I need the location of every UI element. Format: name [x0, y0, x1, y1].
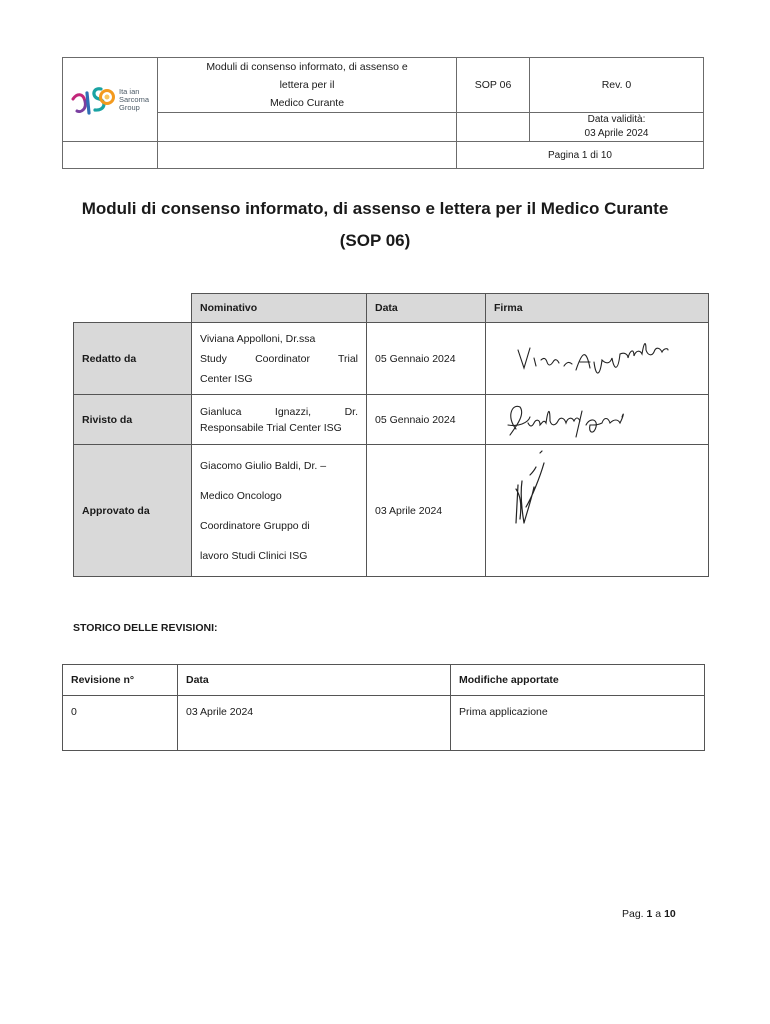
approval-person-line: Center ISG: [200, 372, 253, 385]
approval-role-label: Approvato da: [74, 445, 192, 577]
header-empty-cell: [158, 142, 457, 169]
approval-role-label: Redatto da: [74, 323, 192, 395]
approval-person-line: Gianluca Ignazzi, Dr.: [200, 405, 358, 418]
revision-changes: Prima applicazione: [451, 696, 705, 751]
handwritten-signature-icon: [486, 395, 696, 441]
header-page-number: Pagina 1 di 10: [457, 142, 704, 169]
document-header: [62, 57, 704, 169]
footer-total-pages: 10: [664, 908, 676, 920]
header-revision: Rev. 0: [530, 58, 704, 113]
approval-date: 05 Gennaio 2024: [367, 395, 486, 445]
approval-person: [192, 395, 367, 445]
approval-person-line: Viviana Appolloni, Dr.ssa: [200, 332, 316, 345]
revision-history-table: [62, 664, 705, 751]
approval-person: [192, 445, 367, 577]
revision-number: 0: [63, 696, 178, 751]
approval-person-line: Coordinatore Gruppo di: [200, 519, 310, 532]
isg-logo: [63, 83, 157, 117]
approval-header-date: Data: [367, 294, 486, 323]
header-empty-cell: [63, 142, 158, 169]
handwritten-signature-icon: [486, 332, 696, 382]
footer-separator: a: [655, 908, 662, 920]
header-title-line: Medico Curante: [269, 97, 345, 109]
logo-text: [119, 88, 149, 112]
logo-cell: [63, 58, 158, 142]
revision-header-row: [63, 665, 705, 696]
signature-cell: [486, 445, 709, 577]
revision-header-date: Data: [178, 665, 451, 696]
document-title: [40, 193, 710, 257]
logo-text-line: Group: [118, 102, 140, 112]
validity-date: 03 Aprile 2024: [584, 128, 649, 139]
page-footer: [622, 908, 676, 920]
signature-cell: [486, 323, 709, 395]
approval-person-line: Responsabile Trial Center ISG: [200, 421, 342, 434]
approval-corner-cell: [74, 294, 192, 323]
handwritten-signature-icon: [486, 445, 696, 545]
approval-person-line: Study Coordinator Trial: [200, 352, 358, 365]
approval-header-name: Nominativo: [192, 294, 367, 323]
approval-person: [192, 323, 367, 395]
approval-row: [74, 323, 709, 395]
approval-role-label: Rivisto da: [74, 395, 192, 445]
approval-date: 03 Aprile 2024: [367, 445, 486, 577]
logo-text-line: Ita ian: [118, 86, 140, 96]
header-title: [158, 58, 457, 113]
isg-logo-mark-icon: [71, 83, 115, 117]
document-title-code: (SOP 06): [339, 231, 411, 250]
approval-header-signature: Firma: [486, 294, 709, 323]
header-title-line: Moduli di consenso informato, di assenso e: [206, 61, 408, 73]
footer-prefix: Pag.: [622, 908, 644, 920]
validity-label: Data validità:: [587, 114, 646, 125]
footer-current-page: 1: [646, 908, 653, 920]
header-empty-cell: [457, 113, 530, 142]
document-title-line: Moduli di consenso informato, di assenso e lettera per il Medico Curante: [81, 199, 669, 218]
revision-header-changes: Modifiche apportate: [451, 665, 705, 696]
table-row: [63, 696, 705, 751]
header-sop-code: SOP 06: [457, 58, 530, 113]
header-title-line: lettera per il: [279, 79, 335, 91]
signature-cell: [486, 395, 709, 445]
revision-header-number: Revisione n°: [63, 665, 178, 696]
approval-row: [74, 395, 709, 445]
revision-history-title: STORICO DELLE REVISIONI:: [73, 622, 218, 634]
logo-text-line: Sarcoma: [118, 94, 149, 104]
approval-table: [73, 293, 709, 577]
header-empty-cell: [158, 113, 457, 142]
approval-person-line: lavoro Studi Clinici ISG: [200, 549, 308, 562]
approval-row: [74, 445, 709, 577]
approval-person-line: Giacomo Giulio Baldi, Dr. –: [200, 459, 327, 472]
revision-date: 03 Aprile 2024: [178, 696, 451, 751]
header-validity: [530, 113, 704, 142]
approval-date: 05 Gennaio 2024: [367, 323, 486, 395]
approval-person-line: Medico Oncologo: [200, 489, 282, 502]
